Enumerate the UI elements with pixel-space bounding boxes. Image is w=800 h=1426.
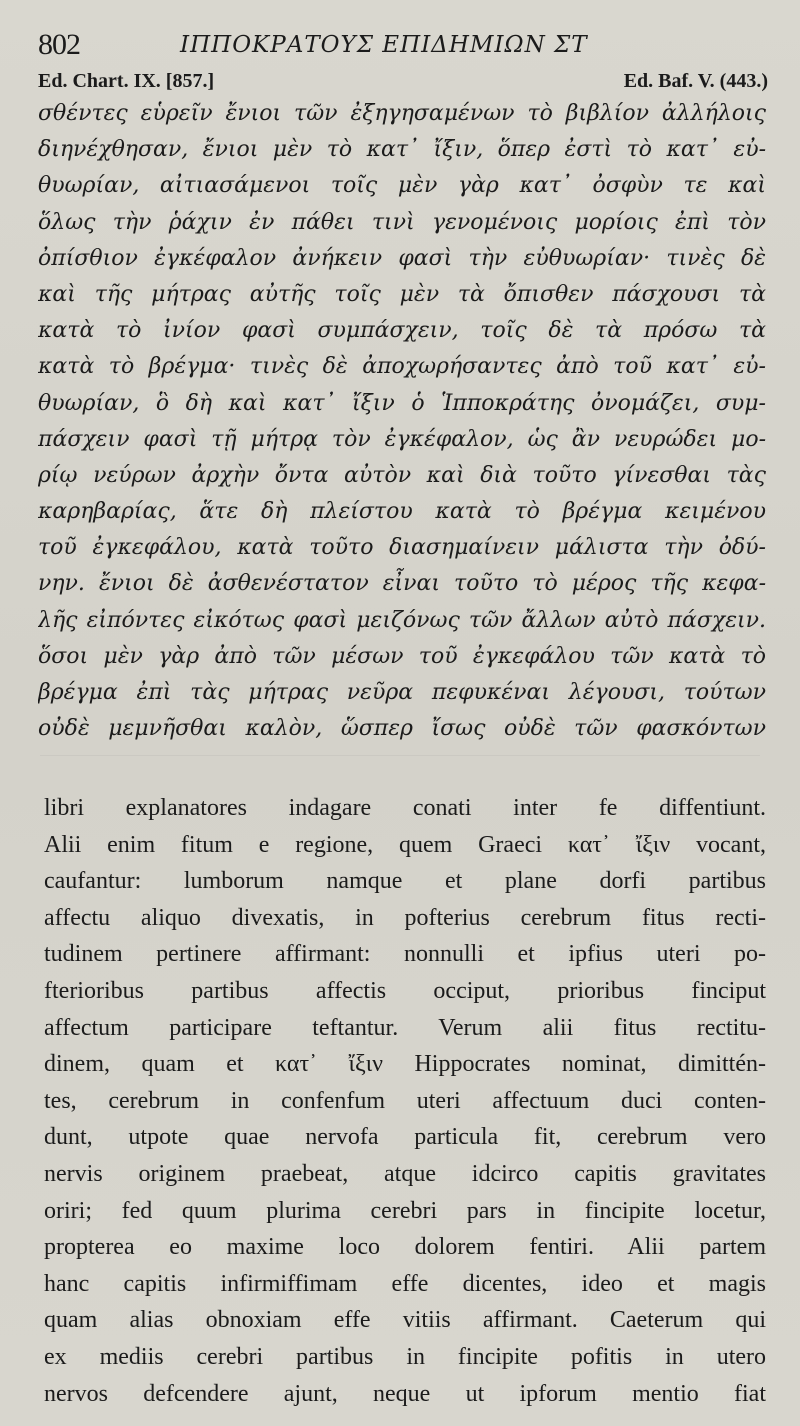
greek-text-line: ὅλως τὴν ῥάχιν ἐν πάθει τινὶ γενομένοις μορίοις ἐπὶ τὸν [38,209,766,235]
latin-text-line: affectu aliquo divexatis, in pofterius cerebrum fitus recti- [44,904,766,931]
latin-text-line: tudinem pertinere affirmant: nonnulli et ipfius uteri po- [44,941,766,968]
latin-text-line: tes, cerebrum in confenfum uteri affectuum duci conten- [44,1087,766,1114]
greek-text-line: κατὰ τὸ ἰνίον φασὶ συμπάσχειν, τοῖς δὲ τὰ πρόσω τὰ [38,318,766,344]
greek-text-line: πάσχειν φασὶ τῇ μήτρᾳ τὸν ἐγκέφαλον, ὡς ἂν νευρώδει μο- [38,426,766,452]
latin-text-line: nervos defcendere ajunt, neque ut ipforum mentio fiat [44,1380,766,1407]
latin-text-line: hanc capitis infirmiffimam effe dicentes, ideo et magis [44,1270,766,1297]
greek-text-line: ρίῳ νεύρων ἀρχὴν ὄντα αὐτὸν καὶ διὰ τοῦτο γίνεσθαι τὰς [38,462,766,488]
latin-text-line: caufantur: lumborum namque et plane dorfi partibus [44,868,766,895]
latin-text-line: affectum participare teftantur. Verum alii fitus rectitu- [44,1014,766,1041]
page-header [30,28,770,68]
greek-text-line: σθέντες εὑρεῖν ἔνιοι τῶν ἐξηγησαμένων τὸ βιβλίον ἀλλήλοις [38,101,766,126]
running-title: ΙΠΠΟΚΡΑΤΟΥΣ ΕΠΙΔΗΜΙΩΝ ΣΤ [180,32,588,58]
greek-text-line: θυωρίαν, ὃ δὴ καὶ κατ᾽ ἴξιν ὁ Ἱπποκράτης ὀνομάζει, συμ- [38,390,766,416]
latin-text-line: dunt, utpote quae nervofa particula fit, cerebrum vero [44,1124,766,1151]
greek-text-line: λῆς εἰπόντες εἰκότως φασὶ μειζόνως τῶν ἄλλων αὐτὸ πάσχειν. [38,607,766,633]
latin-text-line: oriri; fed quum plurima cerebri pars in fincipite locetur, [44,1197,766,1224]
greek-text-line: θυωρίαν, αἰτιασάμενοι τοῖς μὲν γὰρ κατ᾽ ὀσφὺν τε καὶ [38,173,766,199]
latin-text-line: nervis originem praebeat, atque idcirco capitis gravitates [44,1160,766,1187]
latin-text-line: quam alias obnoxiam effe vitiis affirmant. Caeterum qui [44,1307,766,1334]
page-number: 802 [38,28,80,61]
edition-reference-left: Ed. Chart. IX. [857.] [38,70,215,92]
greek-text-line: ὀπίσθιον ἐγκέφαλον ἀνήκειν φασὶ τὴν εὐθυωρίαν· τινὲς δὲ [38,245,766,271]
edition-reference-line [38,70,768,96]
greek-text-line: νην. ἔνιοι δὲ ἀσθενέστατον εἶναι τοῦτο τὸ μέρος τῆς κεφα- [38,571,766,597]
greek-text-line: καρηβαρίας, ἅτε δὴ πλείστου κατὰ τὸ βρέγμα κειμένου [38,499,766,525]
greek-text-line: κατὰ τὸ βρέγμα· τινὲς δὲ ἀποχωρήσαντες ἀπὸ τοῦ κατ᾽ εὐ- [38,354,766,380]
latin-text-line: ex mediis cerebri partibus in fincipite pofitis in utero [44,1343,766,1370]
latin-text-line: fterioribus partibus affectis occiput, prioribus finciput [44,977,766,1004]
latin-text-line: propterea eo maxime loco dolorem fentiri. Alii partem [44,1234,766,1261]
latin-text-block [44,790,766,1412]
greek-text-line: βρέγμα ἐπὶ τὰς μήτρας νεῦρα πεφυκέναι λέγουσι, τούτων [38,680,766,705]
greek-text-line: καὶ τῆς μήτρας αὐτῆς τοῖς μὲν τὰ ὄπισθεν πάσχουσι τὰ [38,281,766,307]
greek-text-line: διηνέχθησαν, ἔνιοι μὲν τὸ κατ᾽ ἴξιν, ὅπερ ἐστὶ τὸ κατ᾽ εὐ- [38,137,766,163]
latin-text-line: libri explanatores indagare conati inter fe diffentiunt. [44,795,766,821]
greek-text-line: οὐδὲ μεμνῆσθαι καλὸν, ὥσπερ ἴσως οὐδὲ τῶν φασκόντων [38,716,766,742]
edition-reference-right: Ed. Baf. V. (443.) [623,70,768,92]
greek-text-line: ὅσοι μὲν γὰρ ἀπὸ τῶν μέσων τοῦ ἐγκεφάλου τῶν κατὰ τὸ [38,643,766,669]
section-divider [40,755,760,756]
greek-text-block [38,96,766,747]
latin-text-line: dinem, quam et κατ᾽ ἴξιν Hippocrates nominat, dimittén- [44,1051,766,1078]
greek-text-line: τοῦ ἐγκεφάλου, κατὰ τοῦτο διασημαίνειν μάλιστα τὴν ὀδύ- [38,535,766,561]
latin-text-line: Alii enim fitum e regione, quem Graeci κατ᾽ ἴξιν vocant, [44,831,766,858]
